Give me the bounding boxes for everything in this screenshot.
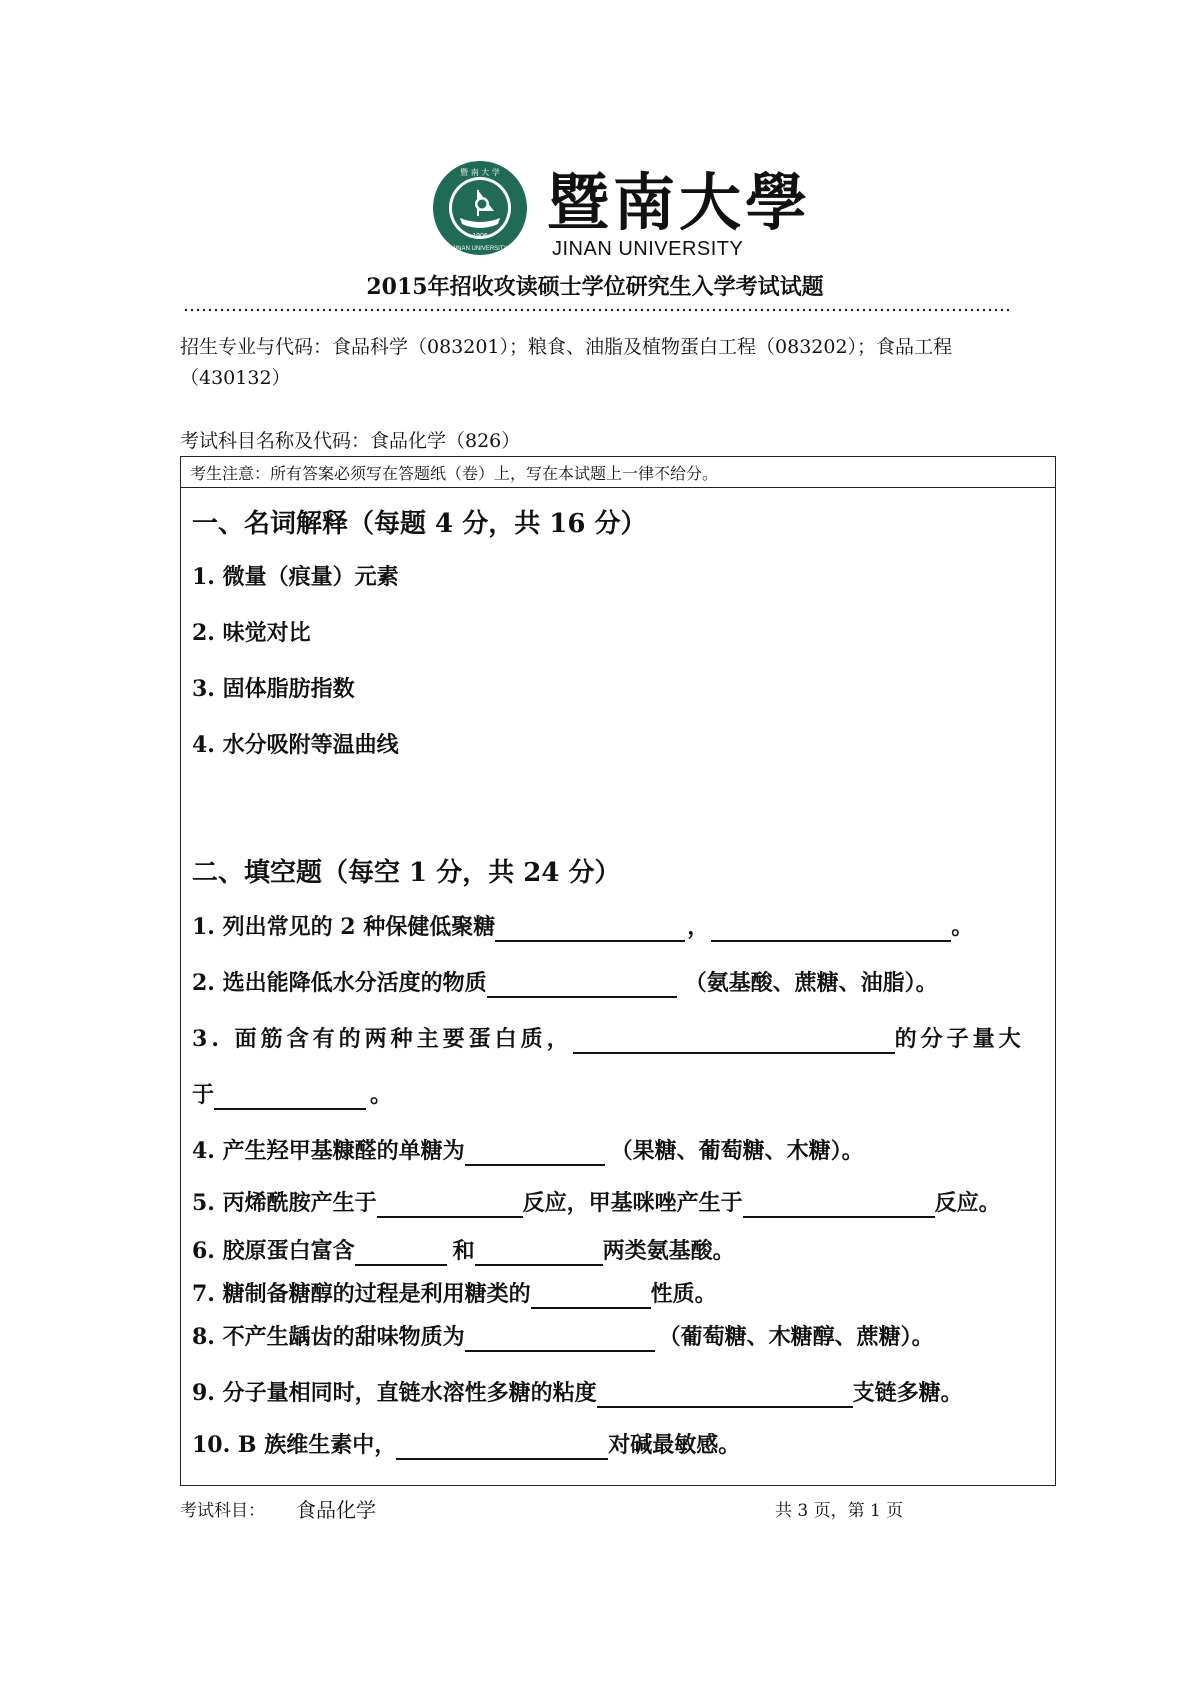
fill-question-9 bbox=[192, 1378, 963, 1408]
q3-blank-1 bbox=[573, 1030, 895, 1054]
footer-label: 考试科目： bbox=[180, 1501, 265, 1521]
q9-text: 9. 分子量相同时，直链水溶性多糖的粘度 bbox=[192, 1380, 597, 1406]
term-item-4: 4. 水分吸附等温曲线 bbox=[192, 732, 399, 758]
q6-and: 和 bbox=[452, 1238, 475, 1264]
q6-blank-2 bbox=[475, 1242, 603, 1266]
fill-question-7 bbox=[192, 1279, 717, 1309]
q2-blank bbox=[487, 974, 677, 998]
q3-text-3: 于 bbox=[192, 1082, 215, 1108]
section1-heading: 一、名词解释（每题 4 分，共 16 分） bbox=[192, 509, 647, 539]
q8-options: （葡萄糖、木糖醇、蔗糖）。 bbox=[658, 1324, 934, 1350]
q2-text: 2. 选出能降低水分活度的物质 bbox=[192, 970, 487, 996]
university-seal-logo bbox=[432, 160, 528, 256]
fill-question-3 bbox=[192, 1024, 1025, 1054]
fill-question-10 bbox=[192, 1430, 740, 1460]
q7-text: 7. 糖制备糖醇的过程是利用糖类的 bbox=[192, 1281, 531, 1307]
q9-end: 支链多糖。 bbox=[852, 1380, 963, 1406]
q3-text: 3. 面筋含有的两种主要蛋白质， bbox=[192, 1026, 573, 1052]
q9-blank bbox=[597, 1384, 853, 1408]
q5-text: 5. 丙烯酰胺产生于 bbox=[192, 1190, 377, 1216]
majors-line-1: 招生专业与代码：食品科学（083201）；粮食、油脂及植物蛋白工程（083202）；食品工程 bbox=[180, 336, 953, 358]
university-name-cn: 暨南大學 bbox=[547, 166, 812, 239]
fill-question-6 bbox=[192, 1236, 735, 1266]
fill-question-1 bbox=[192, 912, 973, 942]
q4-blank bbox=[465, 1142, 605, 1166]
fill-question-2 bbox=[192, 968, 938, 998]
q10-end: 对碱最敏感。 bbox=[608, 1432, 741, 1458]
q5-text-2: 反应，甲基咪唑产生于 bbox=[522, 1190, 743, 1216]
q3-end: 。 bbox=[370, 1082, 393, 1108]
q7-blank bbox=[531, 1285, 651, 1309]
q1-blank-1 bbox=[495, 918, 685, 942]
q10-text: 10. B 族维生素中， bbox=[192, 1432, 397, 1458]
q1-end: 。 bbox=[951, 914, 974, 940]
q6-end: 两类氨基酸。 bbox=[602, 1238, 735, 1264]
candidate-notice: 考生注意：所有答案必须写在答题纸（卷）上，写在本试题上一律不给分。 bbox=[190, 464, 719, 483]
fill-question-5 bbox=[192, 1188, 1001, 1218]
q3-text-2: 的分子量大 bbox=[894, 1026, 1025, 1052]
seal-year: 1906 bbox=[472, 233, 488, 240]
q4-text: 4. 产生羟甲基糠醛的单糖为 bbox=[192, 1138, 465, 1164]
majors-line-2: （430132） bbox=[180, 367, 291, 389]
fill-question-8 bbox=[192, 1322, 934, 1352]
fill-question-3-cont bbox=[192, 1080, 392, 1110]
section2-heading: 二、填空题（每空 1 分，共 24 分） bbox=[192, 858, 621, 888]
footer-subject: 食品化学 bbox=[296, 1498, 376, 1522]
q1-sep: ， bbox=[687, 914, 710, 940]
footer-page-count: 共 3 页，第 1 页 bbox=[775, 1501, 904, 1521]
term-item-2: 2. 味觉对比 bbox=[192, 620, 311, 646]
q6-text: 6. 胶原蛋白富含 bbox=[192, 1238, 355, 1264]
seal-bottom-text: JINAN UNIVERSITY bbox=[452, 246, 508, 252]
q7-end: 性质。 bbox=[650, 1281, 717, 1307]
q1-text: 1. 列出常见的 2 种保健低聚糖 bbox=[192, 914, 496, 940]
q6-blank-1 bbox=[355, 1242, 447, 1266]
asterisk-divider bbox=[183, 307, 1009, 313]
term-item-3: 3. 固体脂肪指数 bbox=[192, 676, 355, 702]
q8-blank bbox=[465, 1328, 655, 1352]
subject-line: 考试科目名称及代码：食品化学（826） bbox=[180, 430, 521, 452]
q5-end: 反应。 bbox=[934, 1190, 1001, 1216]
q3-blank-2 bbox=[214, 1086, 366, 1110]
university-name-en: JINAN UNIVERSITY bbox=[552, 238, 744, 260]
q10-blank bbox=[396, 1436, 608, 1460]
fill-question-4 bbox=[192, 1136, 864, 1166]
term-item-1: 1. 微量（痕量）元素 bbox=[192, 564, 399, 590]
q5-blank-1 bbox=[377, 1194, 523, 1218]
q5-blank-2 bbox=[743, 1194, 935, 1218]
q1-blank-2 bbox=[711, 918, 951, 942]
q2-options: （氨基酸、蔗糖、油脂）。 bbox=[684, 970, 938, 996]
exam-title: 2015年招收攻读硕士学位研究生入学考试试题 bbox=[366, 274, 824, 300]
seal-top-text: 暨 南 大 学 bbox=[460, 168, 500, 177]
notice-divider bbox=[181, 487, 1055, 488]
q8-text: 8. 不产生龋齿的甜味物质为 bbox=[192, 1324, 465, 1350]
q4-options: （果糖、葡萄糖、木糖）。 bbox=[610, 1138, 864, 1164]
